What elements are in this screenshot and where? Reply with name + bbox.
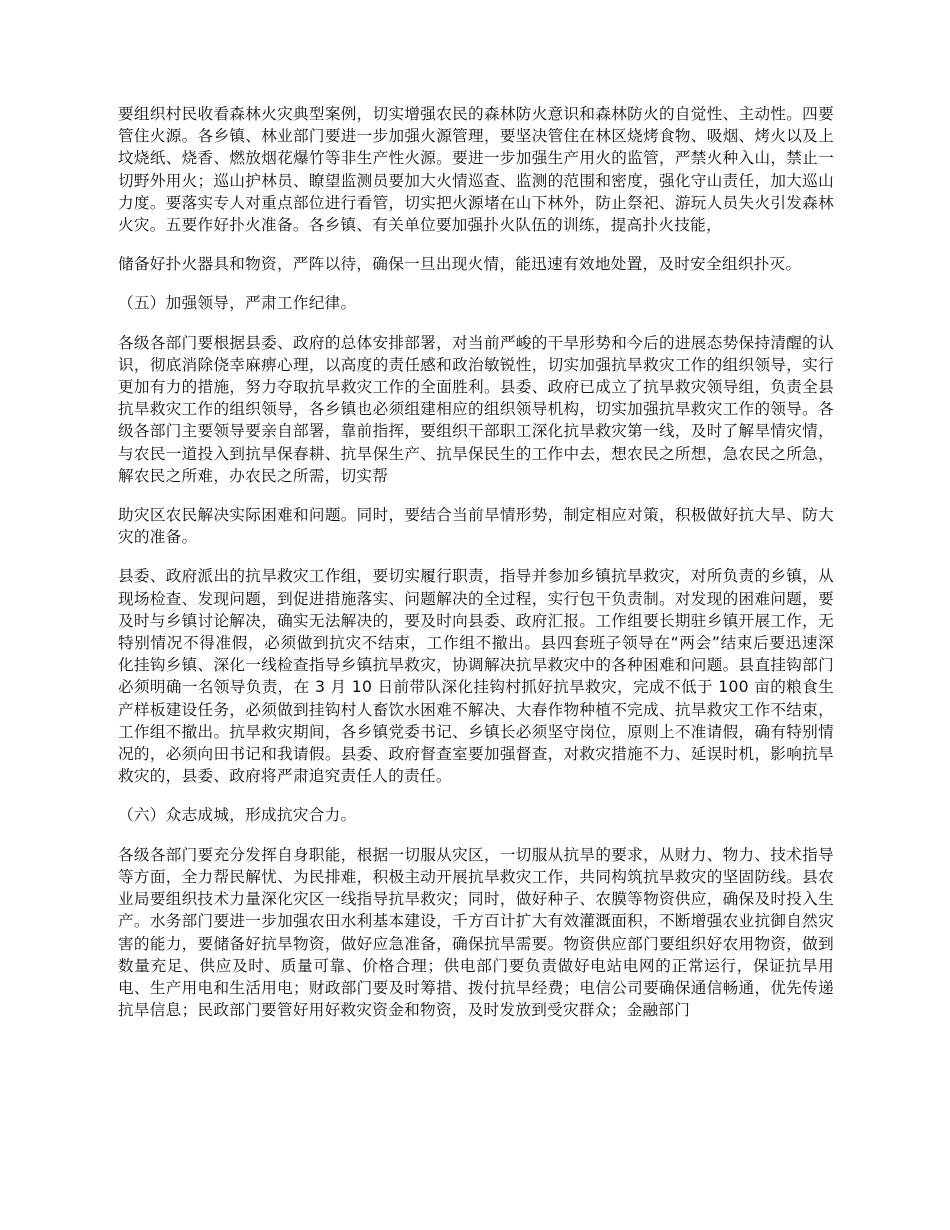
paragraph-fire-prevention: 要组织村民收看森林火灾典型案例，切实增强农民的森林防火意识和森林防火的自觉性、主动性。四要管住火源。各乡镇、林业部门要进一步加强火源管理，要坚决管住在林区烧烤食物、吸烟、烤火以及上坟烧纸、烧香、燃放烟花爆竹等非生产性火源。要进一步加强生产用火的监管，严禁火种入山，禁止一切野外用火；巡山护林员、瞭望监测员要加大火情巡查、监测的范围和密度，强化守山责任，加大巡山力度。要落实专人对重点部位进行看管，切实把火源堵在山下林外，防止祭祀、游玩人员失火引发森林火灾。五要作好扑火准备。各乡镇、有关单位要加强扑火队伍的训练，提高扑火技能， <box>118 105 834 235</box>
paragraph-leadership: 各级各部门要根据县委、政府的总体安排部署，对当前严峻的干旱形势和今后的进展态势保持清醒的认识，彻底消除侥幸麻痹心理，以高度的责任感和政治敏锐性，切实加强抗旱救灾工作的组织领导，实行更加有力的措施，努力夺取抗旱救灾工作的全面胜利。县委、政府已成立了抗旱救灾领导组，负责全县抗旱救灾工作的组织领导，各乡镇也必须组建相应的组织领导机构，切实加强抗旱救灾工作的领导。各级各部门主要领导要亲自部署，靠前指挥，要组织干部职工深化抗旱救灾第一线，及时了解旱情灾情，与农民一道投入到抗旱保春耕、抗旱保生产、抗旱保民生的工作中去，想农民之所想，急农民之所急，解农民之所难，办农民之所需，切实帮 <box>118 333 834 485</box>
section-heading-leadership: （五）加强领导，严肃工作纪律。 <box>118 294 357 313</box>
section-heading-unity: （六）众志成城，形成抗灾合力。 <box>118 806 357 825</box>
paragraph-departments: 各级各部门要充分发挥自身职能，根据一切服从灾区，一切服从抗旱的要求，从财力、物力、技术指导等方面，全力帮民解忧、为民排难，积极主动开展抗旱救灾工作，共同构筑抗旱救灾的坚固防线。县农业局要组织技术力量深化灾区一线指导抗旱救灾；同时，做好种子、农膜等物资供应，确保及时投入生产。水务部门要进一步加强农田水利基本建设，千方百计扩大有效灌溉面积，不断增强农业抗御自然灾害的能力，要储备好抗旱物资，做好应急准备，确保抗旱需要。物资供应部门要组织好农用物资，做到数量充足、供应及时、质量可靠、价格合理；供电部门要负责做好电站电网的正常运行，保证抗旱用电、生产用电和生活用电；财政部门要及时筹措、拨付抗旱经费；电信公司要确保通信畅通，优先传递抗旱信息；民政部门要管好用好救灾资金和物资，及时发放到受灾群众；金融部门 <box>118 845 834 1020</box>
paragraph-work-groups: 县委、政府派出的抗旱救灾工作组，要切实履行职责，指导并参加乡镇抗旱救灾，对所负责的乡镇，从现场检查、发现问题，到促进措施落实、问题解决的全过程，实行包干负责制。对发现的困难问题，要及时与乡镇讨论解决，确实无法解决的，要及时向县委、政府汇报。工作组要长期驻乡镇开展工作，无特别情况不得准假，必须做到抗灾不结束，工作组不撤出。县四套班子领导在“两会”结束后要迅速深化挂钩乡镇、深化一线检查指导乡镇抗旱救灾，协调解决抗旱救灾中的各种困难和问题。县直挂钩部门必须明确一名领导负责，在 3 月 10 日前带队深化挂钩村抓好抗旱救灾，完成不低于 100 亩的粮食生产样板建设任务，必须做到挂钩村人畜饮水困难不解决、大春作物种植不完成、抗旱救灾工作不结束，工作组不撤出。抗旱救灾期间，各乡镇党委书记、乡镇长必须坚守岗位，原则上不准请假，确有特别情况的，必须向田书记和我请假。县委、政府督查室要加强督查，对救灾措施不力、延误时机，影响抗旱救灾的，县委、政府将严肃追究责任人的责任。 <box>118 567 834 786</box>
paragraph-help-farmers: 助灾区农民解决实际困难和问题。同时，要结合当前旱情形势，制定相应对策，积极做好抗大旱、防大灾的准备。 <box>118 506 834 547</box>
document-body <box>118 103 834 1038</box>
paragraph-fire-equipment: 储备好扑火器具和物资，严阵以待，确保一旦出现火情，能迅速有效地处置，及时安全组织扑灭。 <box>118 255 802 274</box>
